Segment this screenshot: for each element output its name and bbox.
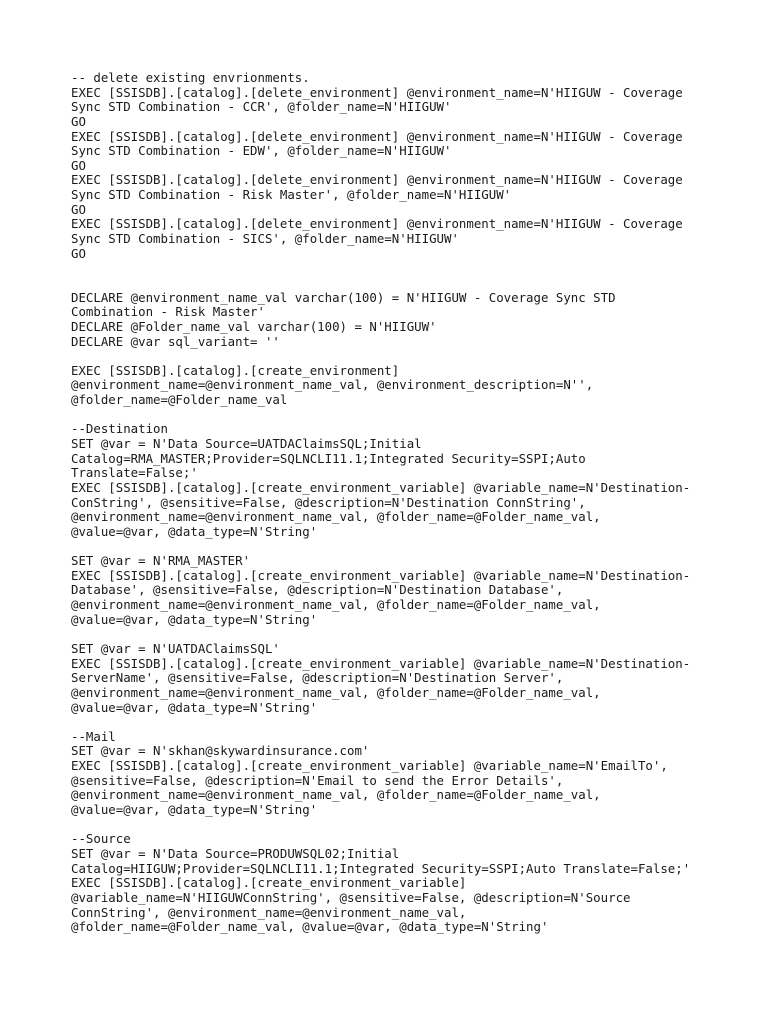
- code-line: ConnString', @environment_name=@environment_name_val,: [71, 904, 467, 920]
- code-line: EXEC [SSISDB].[catalog].[delete_environment] @environment_name=N'HIIGUW - Coverage: [71, 216, 683, 232]
- code-line: [71, 349, 751, 364]
- code-line: @value=@var, @data_type=N'String': [71, 699, 318, 715]
- code-line: GO: [71, 113, 86, 129]
- code-line: EXEC [SSISDB].[catalog].[create_environment_variable] @variable_name=N'Destination-: [71, 655, 691, 671]
- code-line: Sync STD Combination - SICS', @folder_name=N'HIIGUW': [71, 231, 459, 247]
- code-line: EXEC [SSISDB].[catalog].[delete_environment] @environment_name=N'HIIGUW - Coverage: [71, 172, 683, 188]
- code-line: Translate=False;': [71, 465, 198, 481]
- code-line: Catalog=HIIGUW;Provider=SQLNCLI11.1;Integrated Security=SSPI;Auto Translate=False;': [71, 860, 691, 876]
- code-line: EXEC [SSISDB].[catalog].[create_environment_variable] @variable_name=N'EmailTo',: [71, 758, 668, 774]
- sql-script-text: [71, 71, 751, 935]
- code-line: [71, 715, 751, 730]
- code-line: Sync STD Combination - CCR', @folder_name=N'HIIGUW': [71, 99, 452, 115]
- code-line: ServerName', @sensitive=False, @description=N'Destination Server',: [71, 670, 564, 686]
- code-line: [71, 276, 751, 291]
- code-line: --Mail: [71, 728, 116, 744]
- code-line: SET @var = N'Data Source=UATDAClaimsSQL;Initial: [71, 436, 422, 452]
- code-line: @environment_name=@environment_name_val, @folder_name=@Folder_name_val,: [71, 597, 601, 613]
- code-line: -- delete existing envrionments.: [71, 70, 310, 85]
- code-line: [71, 540, 751, 555]
- code-line: SET @var = N'Data Source=PRODUWSQL02;Initial: [71, 845, 400, 861]
- code-line: Database', @sensitive=False, @description=N'Destination Database',: [71, 582, 564, 598]
- code-line: @environment_name=@environment_name_val, @folder_name=@Folder_name_val,: [71, 509, 601, 525]
- code-line: @variable_name=N'HIIGUWConnString', @sensitive=False, @description=N'Source: [71, 889, 631, 905]
- code-line: Combination - Risk Master': [71, 304, 265, 320]
- code-line: @folder_name=@Folder_name_val, @value=@var, @data_type=N'String': [71, 919, 549, 935]
- code-line: EXEC [SSISDB].[catalog].[delete_environment] @environment_name=N'HIIGUW - Coverage: [71, 128, 683, 144]
- code-line: EXEC [SSISDB].[catalog].[create_environment]: [71, 362, 400, 378]
- code-line: EXEC [SSISDB].[catalog].[create_environment_variable]: [71, 875, 467, 891]
- code-line: @environment_name=@environment_name_val, @environment_description=N'',: [71, 377, 594, 393]
- code-line: @sensitive=False, @description=N'Email to send the Error Details',: [71, 772, 564, 788]
- code-line: SET @var = N'RMA_MASTER': [71, 553, 251, 569]
- code-line: EXEC [SSISDB].[catalog].[create_environment_variable] @variable_name=N'Destination-: [71, 479, 691, 495]
- code-line: SET @var = N'UATDAClaimsSQL': [71, 640, 280, 656]
- code-line: [71, 818, 751, 833]
- code-line: ConString', @sensitive=False, @description=N'Destination ConnString',: [71, 494, 586, 510]
- code-line: [71, 627, 751, 642]
- code-line: GO: [71, 157, 86, 173]
- code-line: DECLARE @Folder_name_val varchar(100) = N'HIIGUW': [71, 318, 437, 334]
- code-line: @value=@var, @data_type=N'String': [71, 802, 318, 818]
- code-line: --Source: [71, 831, 131, 847]
- code-line: @value=@var, @data_type=N'String': [71, 523, 318, 539]
- code-line: @environment_name=@environment_name_val, @folder_name=@Folder_name_val,: [71, 684, 601, 700]
- code-line: EXEC [SSISDB].[catalog].[delete_environment] @environment_name=N'HIIGUW - Coverage: [71, 84, 683, 100]
- code-line: GO: [71, 201, 86, 217]
- code-line: @folder_name=@Folder_name_val: [71, 392, 288, 408]
- code-line: Catalog=RMA_MASTER;Provider=SQLNCLI11.1;Integrated Security=SSPI;Auto: [71, 450, 586, 466]
- code-line: @value=@var, @data_type=N'String': [71, 611, 318, 627]
- code-line: GO: [71, 245, 86, 261]
- code-line: DECLARE @environment_name_val varchar(100) = N'HIIGUW - Coverage Sync STD: [71, 289, 616, 305]
- code-line: Sync STD Combination - EDW', @folder_name=N'HIIGUW': [71, 143, 452, 159]
- code-line: [71, 408, 751, 423]
- code-line: EXEC [SSISDB].[catalog].[create_environment_variable] @variable_name=N'Destination-: [71, 567, 691, 583]
- code-line: SET @var = N'skhan@skywardinsurance.com': [71, 743, 370, 759]
- code-line: Sync STD Combination - Risk Master', @folder_name=N'HIIGUW': [71, 187, 512, 203]
- code-line: --Destination: [71, 421, 168, 437]
- code-line: @environment_name=@environment_name_val, @folder_name=@Folder_name_val,: [71, 787, 601, 803]
- code-line: DECLARE @var sql_variant= '': [71, 333, 280, 349]
- code-line: [71, 261, 751, 276]
